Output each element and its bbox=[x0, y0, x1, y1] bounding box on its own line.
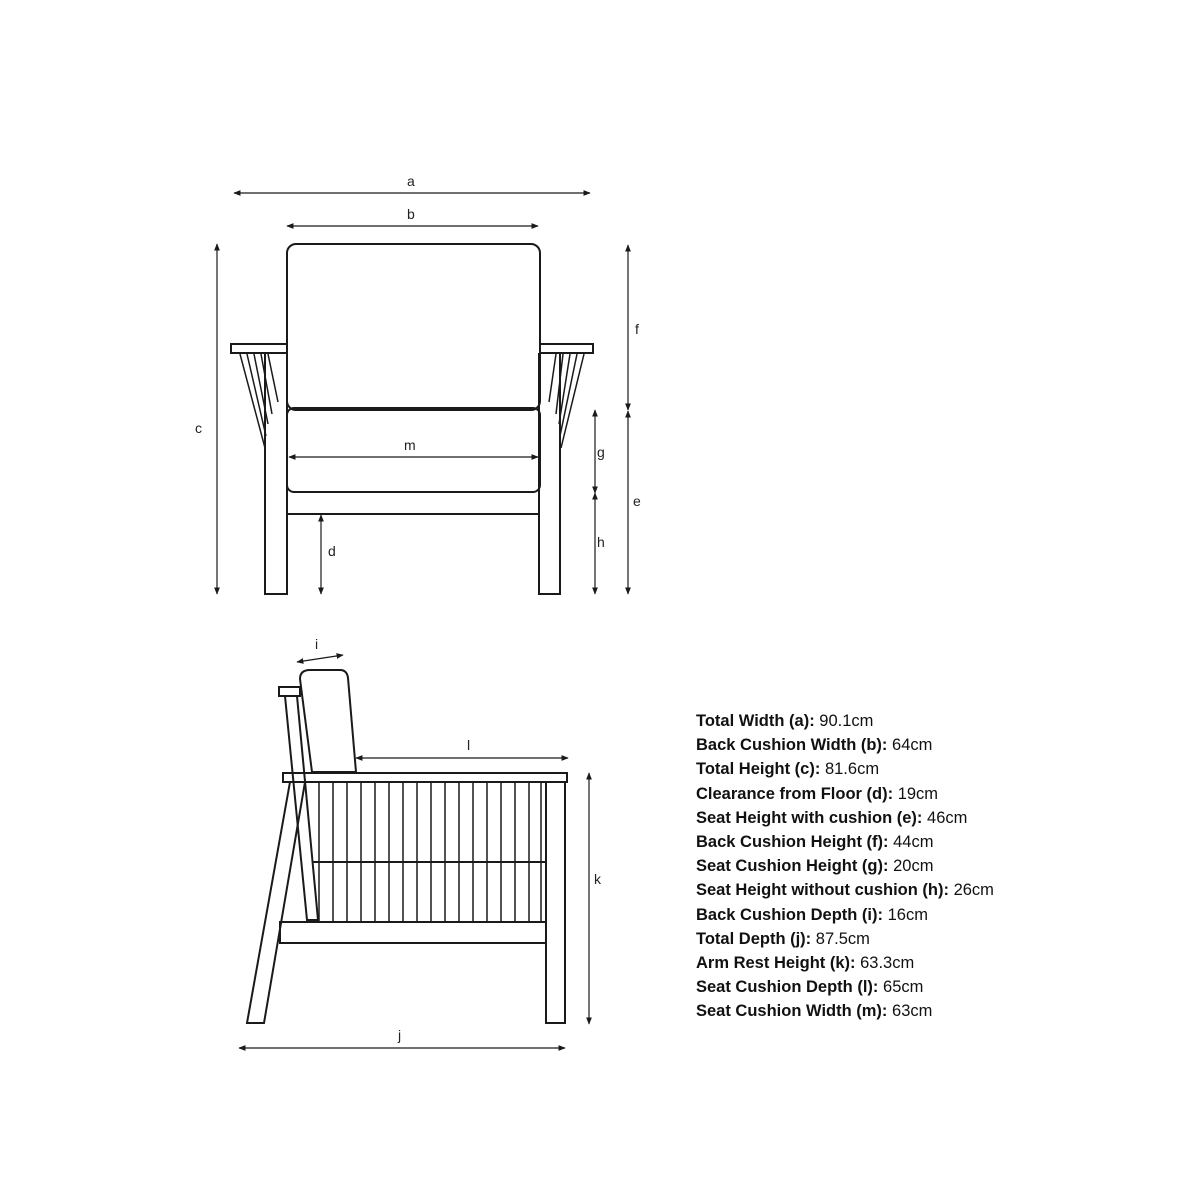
side-lower-rail bbox=[280, 922, 546, 943]
front-left-armrest bbox=[231, 344, 287, 353]
spec-label: Seat Cushion Width (m): bbox=[696, 1002, 888, 1021]
spec-back-cushion-depth bbox=[696, 903, 994, 927]
dimension-spec-list bbox=[696, 709, 994, 1024]
spec-value: 63.3cm bbox=[860, 954, 915, 973]
spec-value: 81.6cm bbox=[824, 760, 880, 779]
spec-label: Arm Rest Height (k): bbox=[696, 954, 856, 973]
spec-label: Seat Height without cushion (h): bbox=[696, 881, 949, 900]
front-back-cushion bbox=[287, 244, 540, 410]
spec-seat-cushion-height bbox=[696, 854, 994, 878]
front-right-armrest bbox=[540, 344, 593, 353]
spec-total-height bbox=[696, 757, 994, 781]
spec-value: 63cm bbox=[892, 1002, 933, 1021]
spec-label: Seat Cushion Height (g): bbox=[696, 857, 889, 876]
spec-seat-height-with-cushion bbox=[696, 806, 994, 830]
side-armrest bbox=[283, 773, 567, 782]
spec-label: Seat Cushion Depth (l): bbox=[696, 978, 879, 997]
front-dimension-lines bbox=[217, 193, 628, 594]
dim-label-m: m bbox=[404, 437, 416, 453]
spec-value: 44cm bbox=[893, 833, 934, 852]
spec-label: Total Height (c): bbox=[696, 760, 821, 779]
spec-seat-height-without-cushion bbox=[696, 878, 994, 902]
dim-label-i: i bbox=[315, 636, 319, 652]
dim-label-a: a bbox=[407, 173, 415, 189]
side-back-cushion bbox=[300, 670, 356, 772]
spec-label: Total Width (a): bbox=[696, 712, 815, 730]
spec-arm-rest-height bbox=[696, 951, 994, 975]
spec-value: 16cm bbox=[887, 905, 928, 924]
spec-back-cushion-height bbox=[696, 830, 994, 854]
side-back-top-cap bbox=[279, 687, 300, 696]
front-view bbox=[231, 244, 593, 594]
dim-label-f: f bbox=[635, 321, 639, 337]
spec-value: 65cm bbox=[883, 978, 924, 997]
spec-clearance-from-floor bbox=[696, 782, 994, 806]
front-right-arm-slats bbox=[549, 354, 584, 448]
spec-label: Back Cushion Width (b): bbox=[696, 736, 888, 755]
dim-label-c: c bbox=[195, 420, 202, 436]
spec-value: 90.1cm bbox=[819, 712, 874, 730]
dim-label-j: j bbox=[398, 1027, 402, 1043]
spec-seat-cushion-depth bbox=[696, 975, 994, 999]
dim-line-i bbox=[297, 655, 343, 662]
spec-total-width bbox=[696, 709, 994, 733]
front-right-leg bbox=[539, 353, 560, 594]
spec-value: 64cm bbox=[892, 736, 933, 755]
spec-value: 26cm bbox=[953, 881, 994, 900]
spec-seat-cushion-width bbox=[696, 999, 994, 1023]
side-arm-slats bbox=[319, 782, 541, 922]
spec-value: 87.5cm bbox=[815, 929, 870, 948]
spec-value: 19cm bbox=[897, 784, 939, 803]
front-left-arm-slats bbox=[240, 354, 278, 448]
spec-label: Seat Height with cushion (e): bbox=[696, 808, 923, 827]
dim-label-k: k bbox=[594, 871, 601, 887]
side-dimension-lines bbox=[239, 655, 589, 1048]
dim-label-g: g bbox=[597, 444, 605, 460]
spec-value: 46cm bbox=[927, 808, 968, 827]
spec-label: Back Cushion Height (f): bbox=[696, 833, 889, 852]
dim-label-e: e bbox=[633, 493, 641, 509]
spec-label: Back Cushion Depth (i): bbox=[696, 905, 884, 924]
dim-label-l: l bbox=[467, 737, 471, 753]
dim-label-b: b bbox=[407, 206, 415, 222]
dim-label-d: d bbox=[328, 543, 336, 559]
spec-label: Clearance from Floor (d): bbox=[696, 784, 894, 803]
spec-value: 20cm bbox=[893, 857, 934, 876]
spec-back-cushion-width bbox=[696, 733, 994, 757]
dim-label-h: h bbox=[597, 534, 605, 550]
spec-total-depth bbox=[696, 927, 994, 951]
side-front-leg bbox=[546, 782, 565, 1023]
spec-label: Total Depth (j): bbox=[696, 929, 812, 948]
side-view bbox=[247, 670, 567, 1023]
